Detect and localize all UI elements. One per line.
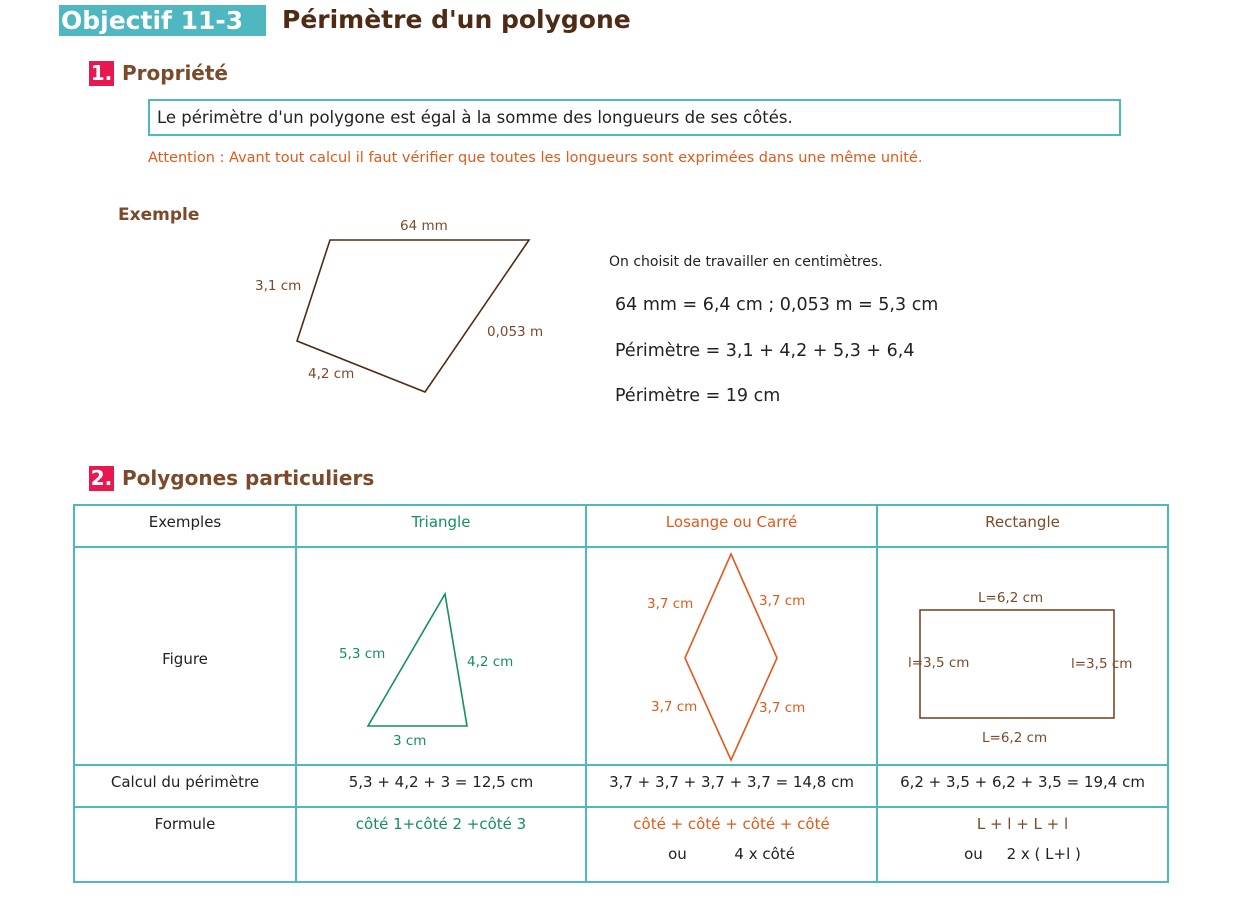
losange-side-bottom-left: 3,7 cm [651,699,698,715]
table-row-figure [74,547,1168,765]
example-side-left: 3,1 cm [255,278,302,294]
calc-rectangle-cell: 6,2 + 3,5 + 6,2 + 3,5 = 19,4 cm [877,765,1168,807]
losange-side-top-left: 3,7 cm [647,596,694,612]
page-title: Périmètre d'un polygone [282,5,631,34]
formula-label-cell: Formule [74,807,296,882]
formula-rectangle-cell: L + l + L + l ou 2 x ( L+l ) [877,807,1168,882]
formula-losange-cell: côté + côté + côté + côté ou 4 x côté [586,807,877,882]
losange-side-bottom-right: 3,7 cm [759,700,806,716]
example-label: Exemple [118,205,200,225]
table-row-formula [74,807,1168,882]
section-1-number: 1. [90,61,113,85]
losange-side-top-right: 3,7 cm [759,593,806,609]
example-side-bottom: 4,2 cm [308,366,355,382]
section-1-title: Propriété [122,61,228,85]
header-cell-rectangle: Rectangle [877,505,1168,547]
example-conversion: 64 mm = 6,4 cm ; 0,053 m = 5,3 cm [615,295,939,315]
example-intro: On choisit de travailler en centimètres. [609,254,883,270]
polygons-table [73,504,1169,883]
rectangle-side-right: l=3,5 cm [1071,656,1133,672]
property-box: Le périmètre d'un polygone est égal à la somme des longueurs de ses côtés. [148,99,1121,136]
section-2-title: Polygones particuliers [122,466,375,490]
example-sum: Périmètre = 3,1 + 4,2 + 5,3 + 6,4 [615,341,915,361]
header-cell-triangle: Triangle [296,505,586,547]
triangle-side-left: 5,3 cm [339,646,386,662]
section-2-number: 2. [90,466,113,490]
header-cell-examples: Exemples [74,505,296,547]
table-row-calc [74,765,1168,807]
triangle-side-right: 4,2 cm [467,654,514,670]
calc-label-cell: Calcul du périmètre [74,765,296,807]
rectangle-figure-cell [877,547,1168,765]
formula-triangle-cell: côté 1+côté 2 +côté 3 [296,807,586,882]
losange-shape [587,548,878,764]
attention-note: Attention : Avant tout calcul il faut vérifier que toutes les longueurs sont exprimées dans une même unité. [148,150,923,166]
example-side-top: 64 mm [400,218,448,234]
triangle-figure-cell [296,547,586,765]
rectangle-side-bottom: L=6,2 cm [982,730,1048,746]
figure-label-cell: Figure [74,547,296,765]
calc-losange-cell: 3,7 + 3,7 + 3,7 + 3,7 = 14,8 cm [586,765,877,807]
example-result: Périmètre = 19 cm [615,386,781,406]
example-side-right: 0,053 m [487,324,544,340]
table-header-row [74,505,1168,547]
rectangle-side-left: l=3,5 cm [908,655,970,671]
triangle-side-bottom: 3 cm [393,733,427,749]
header-cell-losange: Losange ou Carré [586,505,877,547]
rectangle-side-top: L=6,2 cm [978,590,1044,606]
objective-tag: Objectif 11-3 [59,5,266,36]
losange-figure-cell [586,547,877,765]
calc-triangle-cell: 5,3 + 4,2 + 3 = 12,5 cm [296,765,586,807]
